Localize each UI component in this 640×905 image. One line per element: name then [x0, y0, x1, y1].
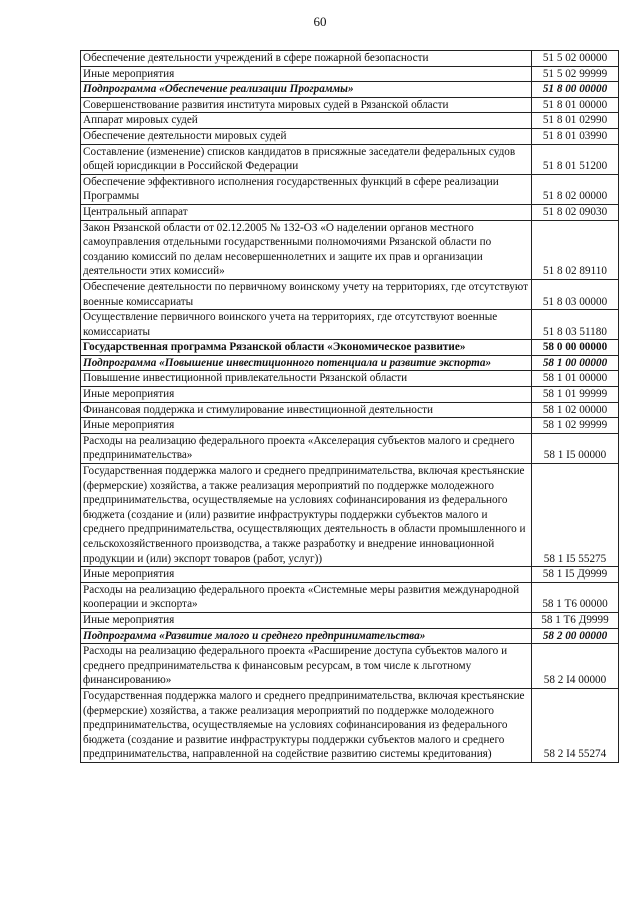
row-code-cell: 58 2 I4 55274 — [532, 688, 619, 762]
row-name-cell: Расходы на реализацию федерального проекта «Расширение доступа субъектов малого и среднего предпринимательства к финансовым ресурсам, в том числе к льготному финансированию» — [81, 644, 532, 689]
row-name-cell: Подпрограмма «Повышение инвестиционного потенциала и развитие экспорта» — [81, 355, 532, 371]
row-name-cell: Государственная поддержка малого и среднего предпринимательства, включая крестьянские (фермерские) хозяйства, а также реализация мероприятий по поддержке молодежного предпринимательства, осуществляемые на условиях софинансирования из федерального бюджета (создание и (или) развитие инфраструктуры поддержки субъектов малого и среднего предпринимательства, осуществляющих деятельность в области промышленного и сельскохозяйственного производства, а также разработку и внедрение инновационной продукции и (или) экспорт товаров (работ, услуг)) — [81, 464, 532, 567]
row-name-cell: Закон Рязанской области от 02.12.2005 № 132-ОЗ «О наделении органов местного самоуправления отдельными государственными полномочиями Рязанской области по созданию комиссий по делам несовершеннолетних и защите их прав и организации деятельности этих комиссий» — [81, 220, 532, 279]
row-code-cell: 51 8 03 51180 — [532, 310, 619, 340]
table-row — [81, 97, 619, 113]
row-code-cell: 51 8 01 00000 — [532, 97, 619, 113]
table-row — [81, 174, 619, 204]
table-row — [81, 644, 619, 689]
row-code-cell: 51 8 01 02990 — [532, 113, 619, 129]
row-name-cell: Расходы на реализацию федерального проекта «Акселерация субъектов малого и среднего предпринимательства» — [81, 433, 532, 463]
table-body — [81, 51, 619, 763]
table-row — [81, 279, 619, 309]
row-code-cell: 58 1 I5 Д9999 — [532, 567, 619, 583]
row-name-cell: Обеспечение эффективного исполнения государственных функций в сфере реализации Программы — [81, 174, 532, 204]
table-row — [81, 113, 619, 129]
table-row — [81, 567, 619, 583]
row-code-cell: 58 0 00 00000 — [532, 340, 619, 356]
table-row — [81, 612, 619, 628]
table-row — [81, 628, 619, 644]
row-code-cell: 51 8 02 09030 — [532, 204, 619, 220]
row-code-cell: 58 1 02 00000 — [532, 402, 619, 418]
row-name-cell: Обеспечение деятельности по первичному воинскому учету на территориях, где отсутствуют военные комиссариаты — [81, 279, 532, 309]
table-row — [81, 464, 619, 567]
row-name-cell: Обеспечение деятельности учреждений в сфере пожарной безопасности — [81, 51, 532, 67]
row-name-cell: Аппарат мировых судей — [81, 113, 532, 129]
row-name-cell: Иные мероприятия — [81, 612, 532, 628]
table-row — [81, 418, 619, 434]
row-name-cell: Подпрограмма «Обеспечение реализации Программы» — [81, 82, 532, 98]
row-name-cell: Иные мероприятия — [81, 387, 532, 403]
page-number: 60 — [313, 14, 327, 29]
row-name-cell: Центральный аппарат — [81, 204, 532, 220]
table-row — [81, 82, 619, 98]
table-row — [81, 66, 619, 82]
budget-classification-table — [80, 50, 619, 763]
row-name-cell: Подпрограмма «Развитие малого и среднего предпринимательства» — [81, 628, 532, 644]
table-row — [81, 371, 619, 387]
row-code-cell: 58 1 01 99999 — [532, 387, 619, 403]
table-row — [81, 688, 619, 762]
row-code-cell: 51 8 01 03990 — [532, 128, 619, 144]
row-code-cell: 51 8 02 00000 — [532, 174, 619, 204]
table-row — [81, 402, 619, 418]
row-name-cell: Государственная поддержка малого и среднего предпринимательства, включая крестьянские (фермерские) хозяйства, а также реализация мероприятий по поддержке молодежного предпринимательства, осуществляемые на условиях софинансирования из федерального бюджета (создание и развитие инфраструктуры поддержки субъектов малого и среднего предпринимательства, направленной на содействие развитию системы кредитования) — [81, 688, 532, 762]
table-row — [81, 51, 619, 67]
table-row — [81, 340, 619, 356]
table-row — [81, 387, 619, 403]
table-row — [81, 582, 619, 612]
row-code-cell: 58 2 00 00000 — [532, 628, 619, 644]
row-code-cell: 51 8 02 89110 — [532, 220, 619, 279]
row-name-cell: Составление (изменение) списков кандидатов в присяжные заседатели федеральных судов общей юрисдикции в Российской Федерации — [81, 144, 532, 174]
row-code-cell: 58 1 01 00000 — [532, 371, 619, 387]
row-code-cell: 58 1 I5 55275 — [532, 464, 619, 567]
row-name-cell: Финансовая поддержка и стимулирование инвестиционной деятельности — [81, 402, 532, 418]
table-row — [81, 310, 619, 340]
row-name-cell: Иные мероприятия — [81, 418, 532, 434]
row-name-cell: Государственная программа Рязанской области «Экономическое развитие» — [81, 340, 532, 356]
row-name-cell: Иные мероприятия — [81, 567, 532, 583]
table-row — [81, 128, 619, 144]
row-name-cell: Иные мероприятия — [81, 66, 532, 82]
row-code-cell: 58 2 I4 00000 — [532, 644, 619, 689]
row-code-cell: 51 8 03 00000 — [532, 279, 619, 309]
table-row — [81, 433, 619, 463]
row-code-cell: 51 5 02 00000 — [532, 51, 619, 67]
row-name-cell: Совершенствование развития института мировых судей в Рязанской области — [81, 97, 532, 113]
row-name-cell: Обеспечение деятельности мировых судей — [81, 128, 532, 144]
table-row — [81, 204, 619, 220]
row-name-cell: Расходы на реализацию федерального проекта «Системные меры развития международной кооперации и экспорта» — [81, 582, 532, 612]
row-code-cell: 58 1 T6 Д9999 — [532, 612, 619, 628]
row-code-cell: 51 8 01 51200 — [532, 144, 619, 174]
row-code-cell: 58 1 I5 00000 — [532, 433, 619, 463]
row-code-cell: 51 5 02 99999 — [532, 66, 619, 82]
row-name-cell: Повышение инвестиционной привлекательности Рязанской области — [81, 371, 532, 387]
table-row — [81, 355, 619, 371]
row-name-cell: Осуществление первичного воинского учета на территориях, где отсутствуют военные комиссариаты — [81, 310, 532, 340]
row-code-cell: 58 1 T6 00000 — [532, 582, 619, 612]
row-code-cell: 58 1 00 00000 — [532, 355, 619, 371]
row-code-cell: 58 1 02 99999 — [532, 418, 619, 434]
table-row — [81, 220, 619, 279]
row-code-cell: 51 8 00 00000 — [532, 82, 619, 98]
table-row — [81, 144, 619, 174]
